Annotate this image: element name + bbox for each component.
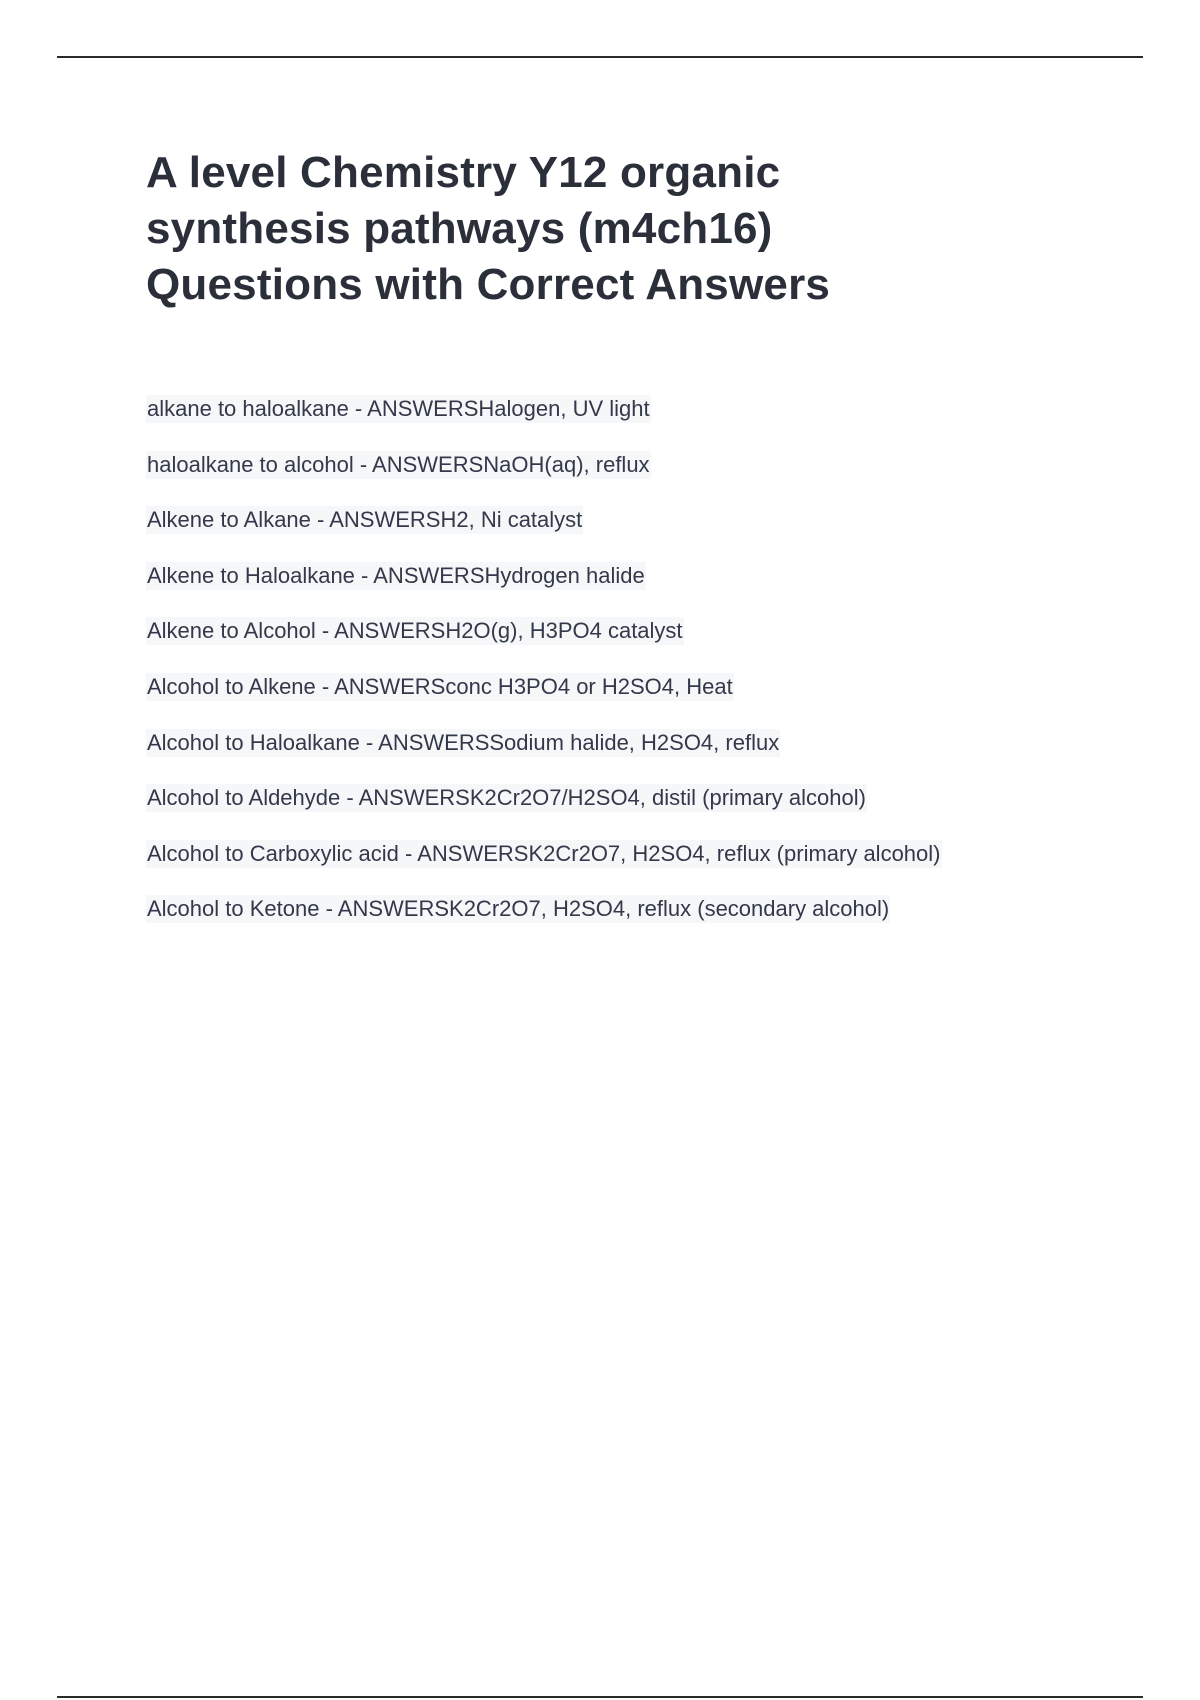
list-item [146, 617, 942, 673]
list-item [146, 895, 942, 951]
footer-rule [57, 1696, 1143, 1698]
list-item [146, 784, 942, 840]
list-item [146, 729, 942, 785]
qa-text: haloalkane to alcohol - ANSWERSNaOH(aq), reflux [147, 451, 650, 477]
qa-list [146, 395, 942, 951]
list-item [146, 562, 942, 618]
qa-text: Alcohol to Haloalkane - ANSWERSSodium halide, H2SO4, reflux [147, 729, 780, 755]
qa-text: Alkene to Alkane - ANSWERSH2, Ni catalyst [147, 507, 583, 533]
title-line-3: Questions with Correct Answers [146, 260, 831, 309]
list-item [146, 673, 942, 729]
qa-text: Alkene to Haloalkane - ANSWERSHydrogen halide [147, 562, 645, 588]
qa-text: Alcohol to Carboxylic acid - ANSWERSK2Cr2O7, H2SO4, reflux (primary alcohol) [147, 840, 941, 866]
title-line-1: A level Chemistry Y12 organic [146, 148, 781, 197]
list-item [146, 451, 942, 507]
qa-text: Alcohol to Aldehyde - ANSWERSK2Cr2O7/H2SO4, distil (primary alcohol) [147, 785, 866, 811]
list-item [146, 395, 942, 451]
title-line-2: synthesis pathways (m4ch16) [146, 204, 773, 253]
page-title [146, 145, 1046, 313]
qa-text: alkane to haloalkane - ANSWERSHalogen, UV light [147, 396, 650, 421]
list-item [146, 506, 942, 562]
qa-text: Alkene to Alcohol - ANSWERSH2O(g), H3PO4 catalyst [147, 618, 683, 644]
header-rule [57, 56, 1143, 58]
qa-text: Alcohol to Ketone - ANSWERSK2Cr2O7, H2SO4, reflux (secondary alcohol) [147, 896, 890, 922]
qa-text: Alcohol to Alkene - ANSWERSconc H3PO4 or H2SO4, Heat [147, 673, 733, 699]
list-item [146, 840, 942, 896]
